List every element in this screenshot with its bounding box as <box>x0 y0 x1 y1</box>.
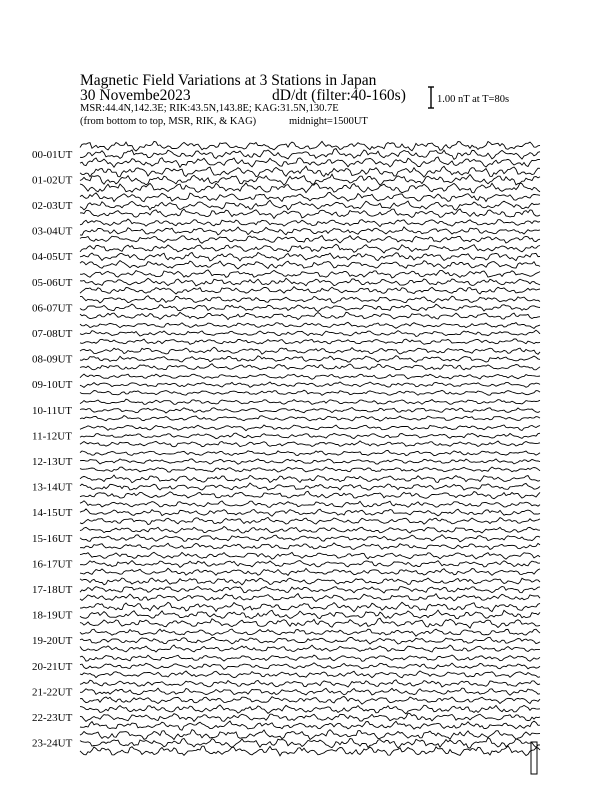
trace-rik <box>80 663 540 670</box>
trace-kag <box>80 219 540 227</box>
hour-label: 11-12UT <box>32 430 72 443</box>
trace-rik <box>80 459 540 464</box>
trace-msr <box>80 441 540 447</box>
trace-msr <box>80 339 540 344</box>
trace-rik <box>80 509 540 516</box>
hour-label: 22-23UT <box>32 712 73 724</box>
trace-msr <box>80 416 540 422</box>
trace-rik <box>80 587 540 594</box>
trace-msr <box>80 287 540 294</box>
hour-label: 23-24UT <box>32 737 73 750</box>
trace-msr <box>80 157 540 167</box>
hour-label: 18-19UT <box>32 609 73 622</box>
chart-date: 30 Novembe2023 <box>80 87 191 104</box>
trace-msr <box>80 543 540 550</box>
hour-label: 05-06UT <box>32 276 73 289</box>
trace-kag <box>80 270 540 278</box>
hour-label: 17-18UT <box>32 584 73 596</box>
trace-rik <box>80 227 540 235</box>
trace-kag <box>80 322 540 328</box>
chart-quantity: dD/dt (filter:40-160s) <box>272 87 406 104</box>
trace-kag <box>80 655 540 661</box>
trace-kag <box>80 629 540 636</box>
trace-kag <box>80 602 540 611</box>
trace-kag <box>80 399 540 404</box>
trace-rik <box>80 330 540 336</box>
hour-label: 14-15UT <box>32 507 73 520</box>
hour-label: 13-14UT <box>32 481 73 494</box>
trace-msr <box>80 721 540 730</box>
trace-msr <box>80 312 540 319</box>
hour-label: 15-16UT <box>32 532 73 545</box>
trace-rik <box>80 408 540 414</box>
trace-msr <box>80 618 540 628</box>
station-coordinates: MSR:44.4N,142.3E; RIK:43.5N,143.8E; KAG:31.5N,130.7E <box>80 103 339 114</box>
hour-label: 09-10UT <box>32 379 73 392</box>
scale-bar <box>428 87 434 108</box>
trace-kag <box>80 244 540 253</box>
hour-label: 20-21UT <box>32 660 73 673</box>
trace-rik <box>80 483 540 490</box>
trace-msr <box>80 236 540 244</box>
trace-rik <box>80 610 540 619</box>
trace-kag <box>80 475 540 483</box>
hour-label: 03-04UT <box>32 225 73 238</box>
trace-rik <box>80 561 540 568</box>
trace-msr <box>80 568 540 575</box>
station-order-note: (from bottom to top, MSR, RIK, & KAG) <box>80 116 257 127</box>
trace-kag <box>80 296 540 303</box>
hour-label: 12-13UT <box>32 456 73 468</box>
trace-rik <box>80 382 540 388</box>
trace-msr <box>80 390 540 395</box>
trace-msr <box>80 183 540 193</box>
trace-kag <box>80 552 540 559</box>
chart-title: Magnetic Field Variations at 3 Stations in Japan <box>80 72 377 89</box>
trace-kag <box>80 705 540 714</box>
trace-kag <box>80 347 540 354</box>
trace-kag <box>80 374 540 379</box>
trace-rik <box>80 713 540 721</box>
trace-msr <box>80 491 540 498</box>
hour-label: 10-11UT <box>32 404 72 417</box>
trace-kag <box>80 192 540 201</box>
trace-rik <box>80 200 540 210</box>
hour-label: 16-17UT <box>32 558 73 571</box>
trace-msr <box>80 261 540 269</box>
trace-msr <box>80 467 540 472</box>
trace-kag <box>80 450 540 455</box>
hour-label: 00-01UT <box>32 148 73 161</box>
trace-msr <box>80 594 540 602</box>
trace-rik <box>80 304 540 311</box>
trace-rik <box>80 535 540 542</box>
trace-kag <box>80 501 540 508</box>
trace-kag <box>80 141 540 151</box>
hour-label: 19-20UT <box>32 635 73 648</box>
trace-rik <box>80 433 540 439</box>
trace-rik <box>80 278 540 286</box>
trace-kag <box>80 578 540 585</box>
trace-msr <box>80 517 540 524</box>
trace-rik <box>80 637 540 644</box>
trace-msr <box>80 671 540 678</box>
trace-kag <box>80 425 540 431</box>
hour-label: 06-07UT <box>32 302 73 315</box>
scale-bar-label: 1.00 nT at T=80s <box>437 94 510 105</box>
trace-rik <box>80 174 540 185</box>
trace-msr <box>80 209 540 219</box>
midnight-note: midnight=1500UT <box>289 116 368 127</box>
hour-label: 21-22UT <box>32 686 73 699</box>
hour-label: 01-02UT <box>32 174 73 187</box>
trace-msr <box>80 696 540 704</box>
hour-label: 02-03UT <box>32 200 73 212</box>
trace-rik <box>80 149 540 160</box>
trace-msr <box>80 364 540 370</box>
hour-label: 07-08UT <box>32 328 73 340</box>
hour-label: 04-05UT <box>32 251 73 264</box>
hour-label: 08-09UT <box>32 353 73 366</box>
trace-msr <box>80 645 540 652</box>
trace-rik <box>80 688 540 695</box>
trace-kag <box>80 526 540 533</box>
trace-kag <box>80 730 540 740</box>
trace-msr <box>80 746 540 756</box>
trace-rik <box>80 356 540 362</box>
trace-group <box>80 141 540 755</box>
trace-kag <box>80 680 540 687</box>
trace-rik <box>80 253 540 261</box>
hour-label-group <box>32 149 73 750</box>
